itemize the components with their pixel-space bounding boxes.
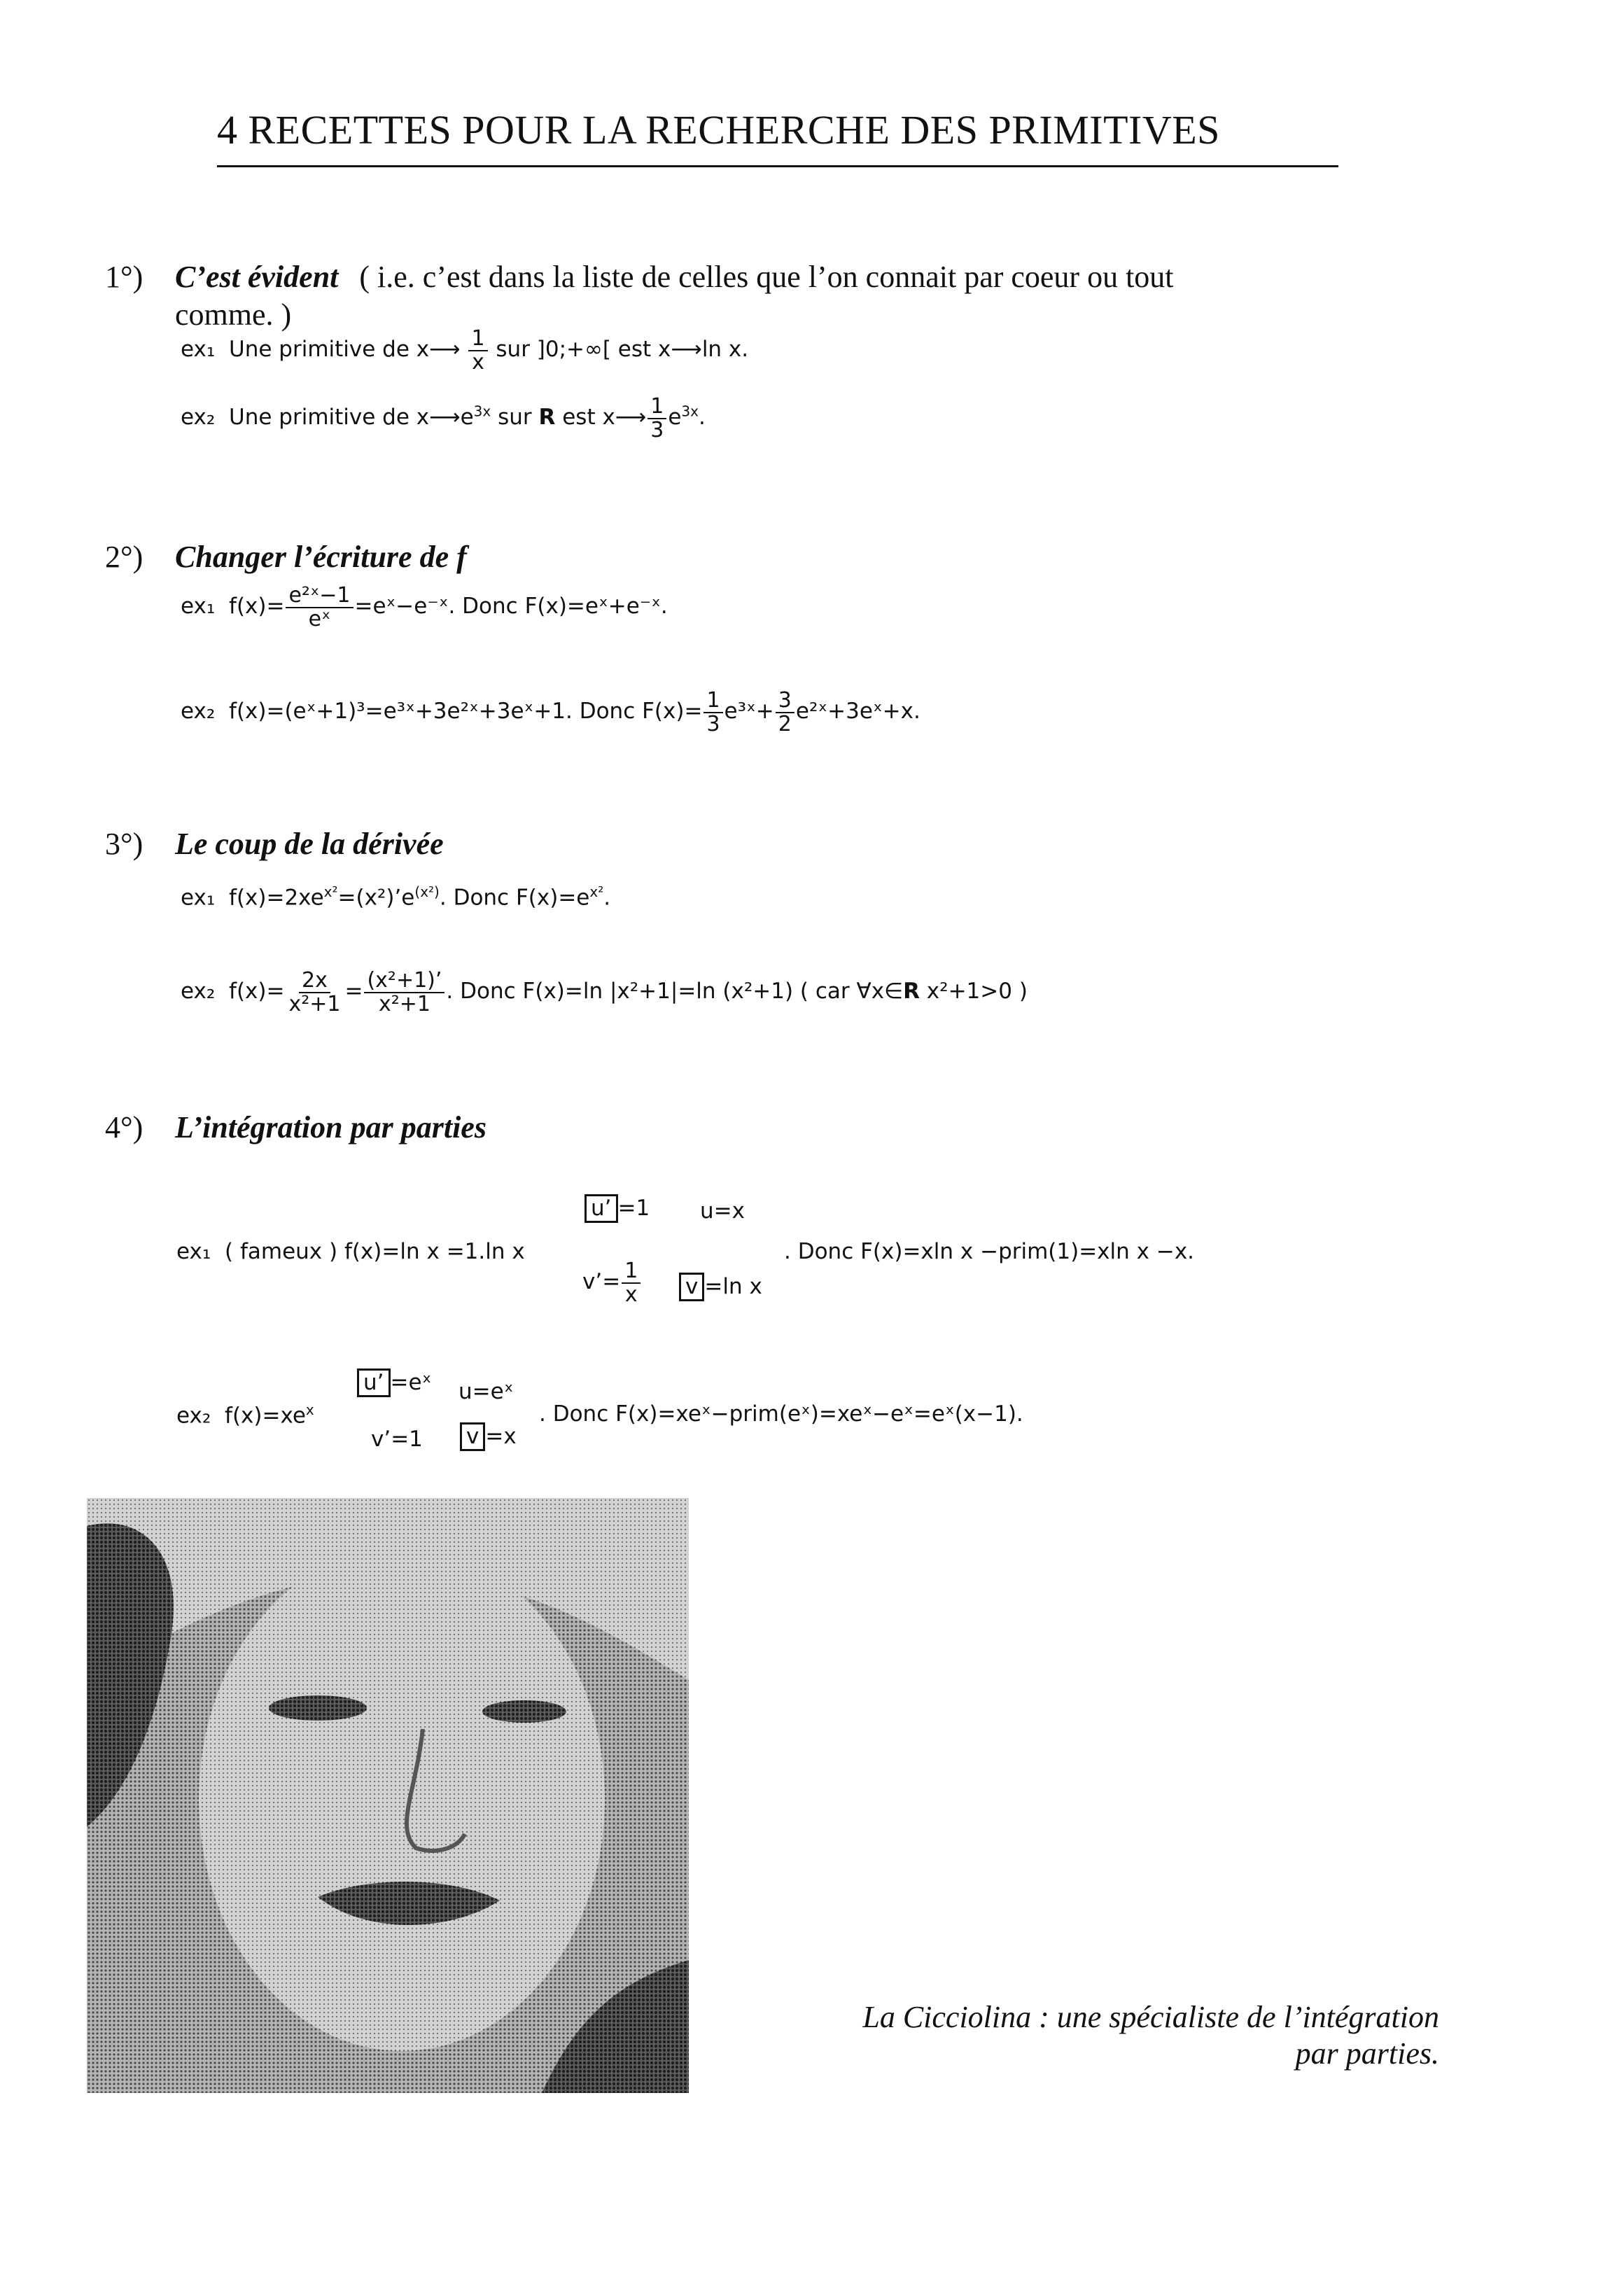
- example-text: e²ˣ+3eˣ+x.: [795, 699, 920, 724]
- vprime-definition: v’=1: [371, 1427, 423, 1452]
- fraction-denominator: 2: [778, 711, 792, 736]
- example-label: ex₂: [181, 699, 216, 724]
- example-text: f(x)=(eˣ+1)³=e³ˣ+3e²ˣ+3eˣ+1. Donc F(x)=: [229, 699, 703, 724]
- fraction: [776, 690, 794, 735]
- fraction-numerator: 1: [622, 1260, 640, 1284]
- example-text: =1: [617, 1196, 650, 1221]
- uprime-definition: [357, 1368, 431, 1397]
- exponent: 3x: [681, 402, 699, 420]
- fraction: [468, 328, 487, 373]
- example-text: est x⟶: [562, 405, 647, 430]
- example-text: Une primitive de x⟶e: [229, 405, 474, 430]
- caption-line-2: par parties.: [1295, 2036, 1439, 2071]
- portrait-photo: [87, 1498, 689, 2093]
- example-text: =eˣ: [390, 1370, 432, 1395]
- fraction-numerator: 1: [468, 328, 487, 351]
- section-2-heading: Changer l’écriture de f: [175, 540, 467, 574]
- example-text: =(x²)’e: [337, 885, 415, 911]
- section-1-number: 1°): [105, 260, 144, 294]
- example-text: e³ˣ+: [724, 699, 774, 724]
- section-4-example-2-result: . Donc F(x)=xeˣ−prim(eˣ)=xeˣ−eˣ=eˣ(x−1).: [539, 1401, 1023, 1427]
- example-text: . Donc F(x)=ln |x²+1|=ln (x²+1) ( car ∀x∈: [446, 979, 904, 1004]
- title-underline: [217, 165, 1338, 167]
- fraction: [648, 396, 666, 441]
- section-3-example-1: [181, 883, 610, 910]
- fraction-denominator: x: [472, 349, 484, 374]
- fraction-numerator: 2x: [299, 969, 330, 993]
- section-1-example-1: [181, 328, 748, 373]
- fraction-numerator: 1: [648, 396, 666, 419]
- example-text: f(x)=: [229, 594, 285, 619]
- section-4-number: 4°): [105, 1110, 144, 1144]
- caption-line-1: La Cicciolina : une spécialiste de l’intégration: [862, 2000, 1439, 2034]
- fraction-denominator: 3: [706, 711, 720, 736]
- reals-symbol: R: [903, 979, 920, 1004]
- example-text: e: [668, 405, 682, 430]
- fraction-denominator: x²+1: [378, 991, 430, 1016]
- section-2-example-1: [181, 584, 668, 630]
- example-label: ex₂: [181, 979, 216, 1004]
- section-4-heading: L’intégration par parties: [175, 1110, 486, 1144]
- example-text: f(x)=xe: [225, 1403, 306, 1429]
- example-text: .: [698, 405, 706, 430]
- section-1-example-2: [181, 396, 706, 441]
- reals-symbol: R: [538, 405, 556, 430]
- fraction: [622, 1260, 640, 1306]
- v-box: v: [460, 1422, 485, 1451]
- example-label: ex₁: [181, 337, 216, 362]
- section-3-heading: Le coup de la dérivée: [175, 827, 444, 861]
- fraction-numerator: 1: [704, 690, 722, 713]
- example-text: .: [603, 885, 611, 911]
- section-2-example-2: [181, 690, 920, 735]
- fraction-numerator: (x²+1)’: [364, 969, 444, 993]
- section-3-example-2: [181, 969, 1028, 1015]
- example-text: =ln x: [704, 1274, 762, 1299]
- page-title: 4 RECETTES POUR LA RECHERCHE DES PRIMITIVES: [217, 107, 1220, 153]
- example-label: ex₁: [176, 1239, 211, 1264]
- fraction-denominator: x²+1: [288, 991, 341, 1016]
- fraction-numerator: e²ˣ−1: [286, 584, 353, 608]
- example-text: sur ]0;+∞[ est x⟶ln x.: [496, 337, 749, 362]
- example-text: sur: [498, 405, 532, 430]
- u-definition: u=x: [700, 1198, 745, 1224]
- example-text: Une primitive de x⟶: [229, 337, 461, 362]
- fraction-denominator: eˣ: [308, 606, 331, 631]
- v-definition: [460, 1422, 517, 1451]
- uprime-definition: [584, 1194, 650, 1223]
- figure-caption: [862, 1999, 1439, 2072]
- u-definition: u=eˣ: [458, 1379, 514, 1404]
- uprime-box: u’: [584, 1194, 618, 1223]
- example-text: =: [344, 979, 363, 1004]
- example-text: v’=: [582, 1269, 621, 1294]
- fraction: [286, 969, 343, 1015]
- example-text: =x: [485, 1424, 517, 1449]
- uprime-box: u’: [357, 1368, 391, 1397]
- fraction: [286, 584, 353, 630]
- section-1-heading: C’est évident: [175, 260, 339, 294]
- v-definition: [679, 1273, 762, 1301]
- example-text: f(x)=: [229, 979, 285, 1004]
- section-4-example-2-lhs: [176, 1401, 314, 1428]
- example-label: ex₁: [181, 885, 216, 911]
- fraction-denominator: 3: [650, 417, 664, 442]
- example-text: x²+1>0 ): [919, 979, 1028, 1004]
- fraction-denominator: x: [624, 1282, 638, 1307]
- section-4-example-1-lhs: [176, 1239, 525, 1264]
- example-label: ex₁: [181, 594, 216, 619]
- section-1-intro: ( i.e. c’est dans la liste de celles que l’on connait par coeur ou tout: [359, 260, 1174, 294]
- vprime-definition: [582, 1260, 642, 1306]
- v-box: v: [679, 1273, 704, 1301]
- example-label: ex₂: [176, 1403, 211, 1429]
- exponent: x: [305, 1401, 314, 1418]
- example-text: . Donc F(x)=e: [439, 885, 590, 911]
- exponent: 3x: [473, 402, 491, 420]
- exponent: (x²): [414, 883, 440, 900]
- exponent: x²: [323, 883, 338, 900]
- section-4-example-1-result: . Donc F(x)=xln x −prim(1)=xln x −x.: [784, 1239, 1195, 1264]
- example-label: ex₂: [181, 405, 216, 430]
- section-3-number: 3°): [105, 827, 144, 861]
- example-text: =eˣ−e⁻ˣ. Donc F(x)=eˣ+e⁻ˣ.: [354, 594, 668, 619]
- section-1-heading-line: [175, 259, 1174, 295]
- fraction: [704, 690, 722, 735]
- fraction: [364, 969, 444, 1015]
- example-text: ( fameux ) f(x)=ln x =1.ln x: [225, 1239, 525, 1264]
- exponent: x²: [589, 883, 604, 900]
- fraction-numerator: 3: [776, 690, 794, 713]
- example-text: f(x)=2xe: [229, 885, 324, 911]
- section-2-number: 2°): [105, 540, 144, 574]
- section-1-intro-continued: comme. ): [175, 298, 292, 332]
